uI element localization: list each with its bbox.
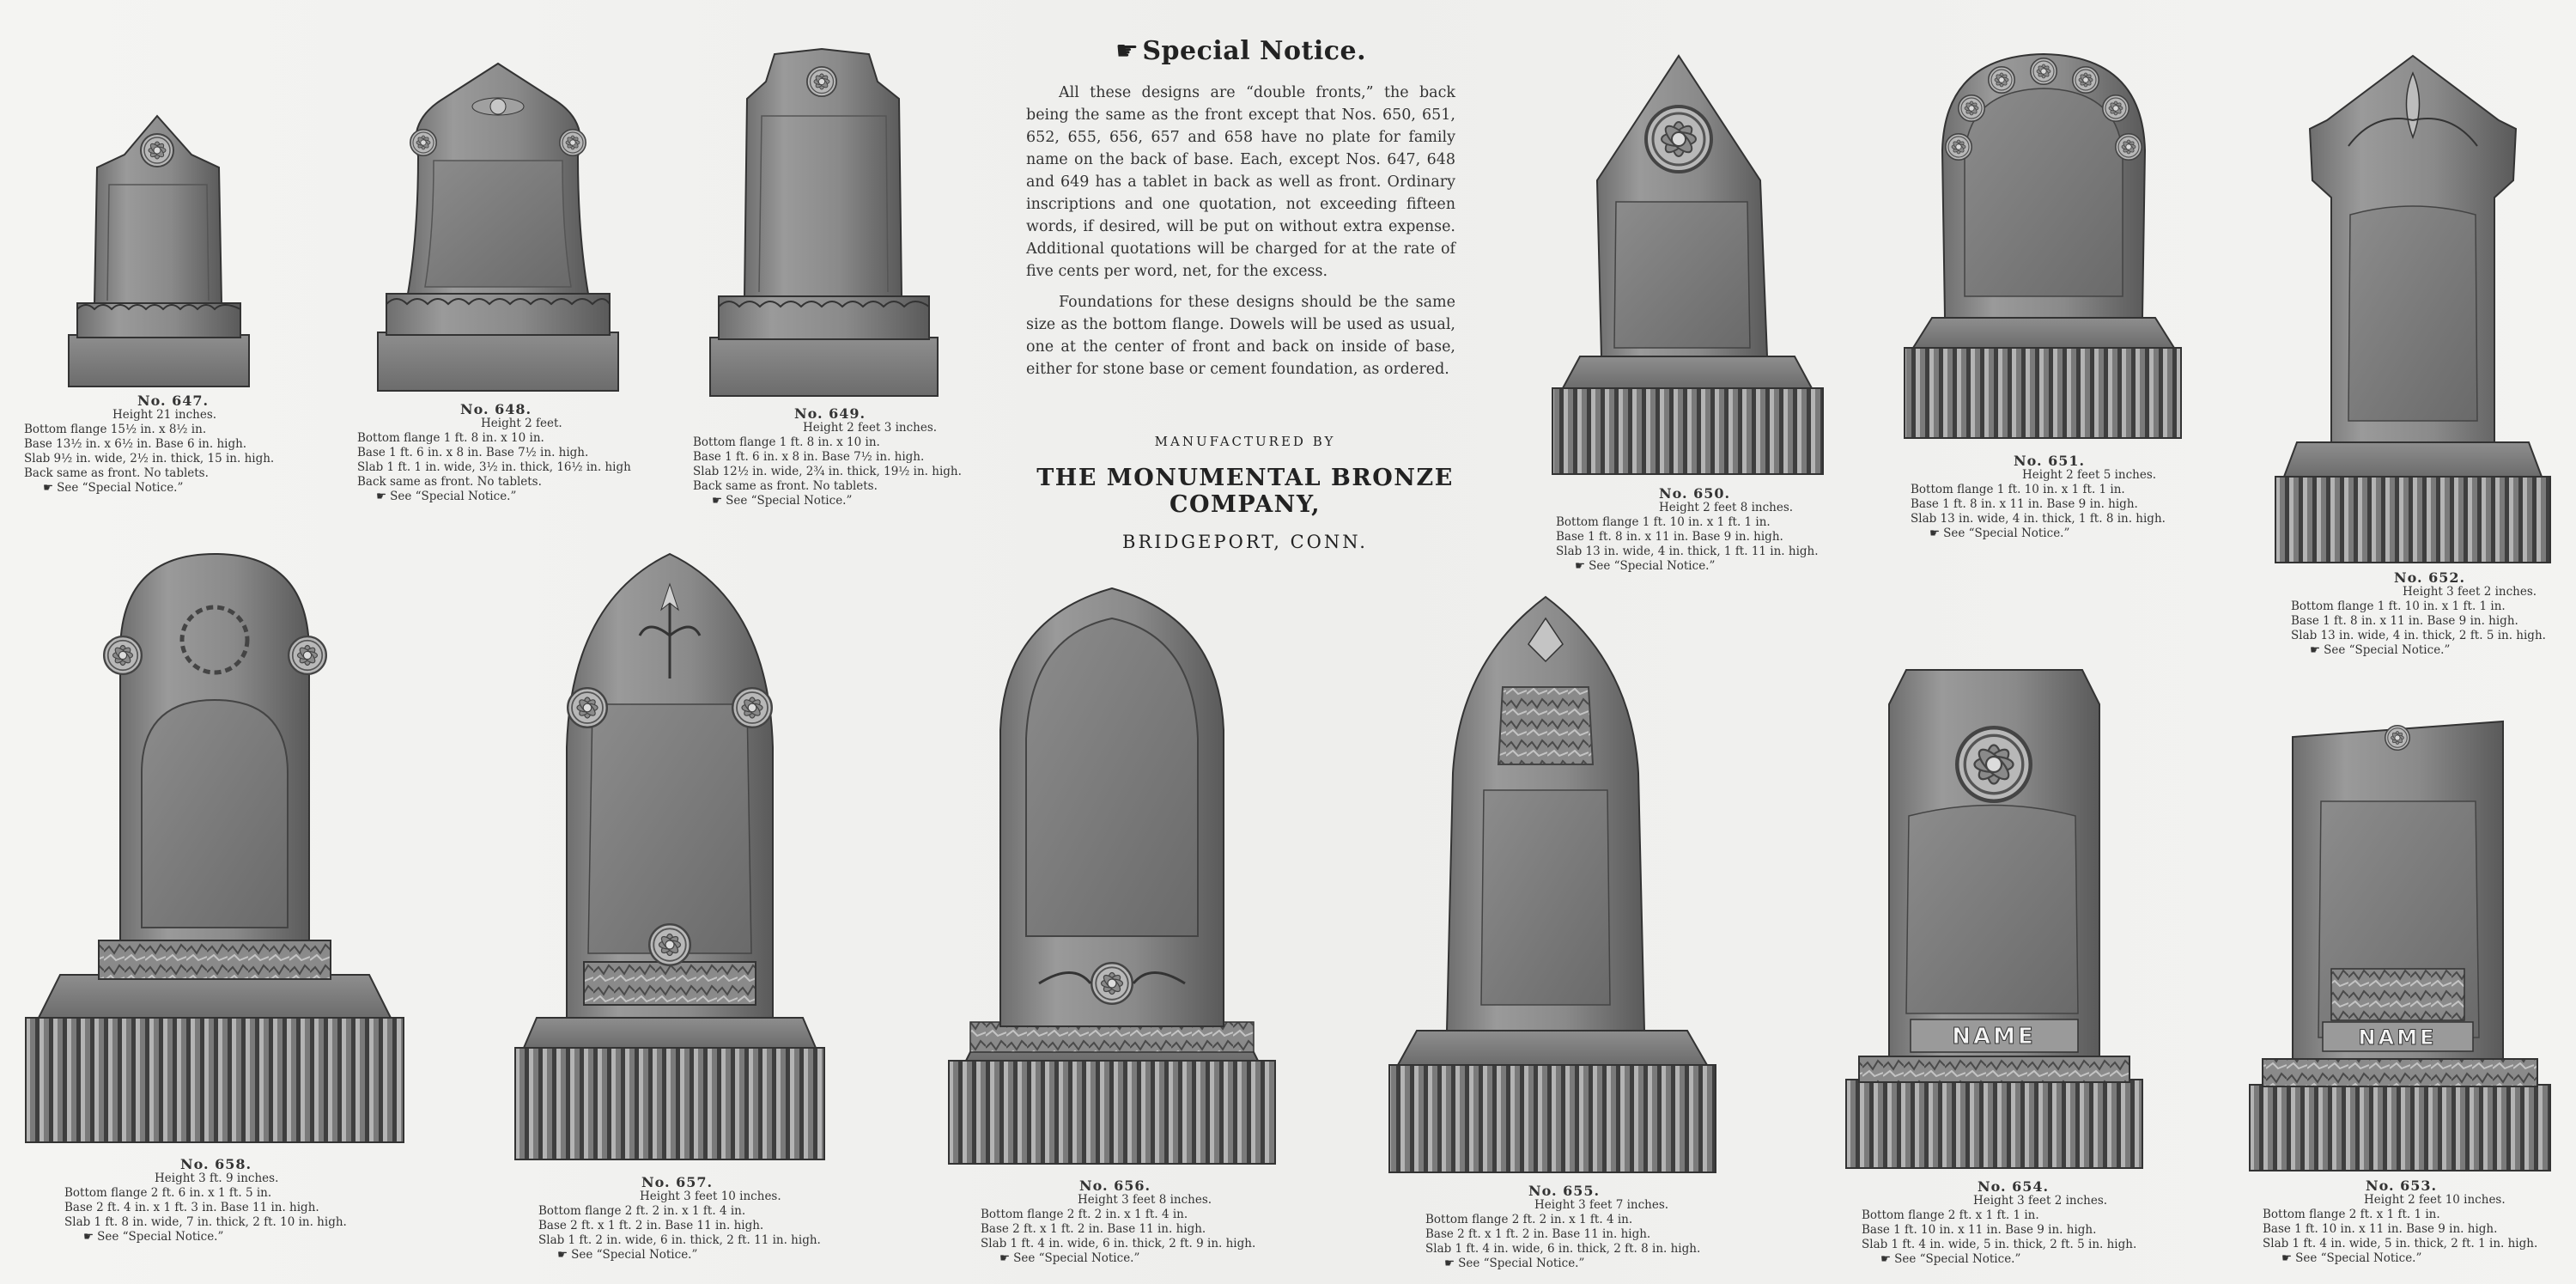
caption-649-height: Height 2 feet 3 inches. <box>803 421 938 435</box>
see-notice-text: See “Special Notice.” <box>2324 643 2451 657</box>
caption-649-line: Back same as front. No tablets. <box>693 479 878 493</box>
caption-648-height: Height 2 feet. <box>481 417 562 430</box>
caption-658-height: Height 3 ft. 9 inches. <box>155 1171 279 1185</box>
caption-649-number: No. 649. <box>794 405 866 422</box>
see-notice-text: See “Special Notice.” <box>726 494 853 508</box>
caption-655-line: Bottom flange 2 ft. 2 in. x 1 ft. 4 in. <box>1425 1213 1633 1226</box>
caption-657-line: Slab 1 ft. 2 in. wide, 6 in. thick, 2 ft. 11 in. high. <box>538 1233 821 1247</box>
caption-655 <box>1425 1184 1700 1271</box>
caption-653-line: Bottom flange 2 ft. x 1 ft. 1 in. <box>2263 1208 2440 1221</box>
caption-652-line: Bottom flange 1 ft. 10 in. x 1 ft. 1 in. <box>2291 599 2506 613</box>
caption-654-line: Bottom flange 2 ft. x 1 ft. 1 in. <box>1862 1208 2039 1222</box>
caption-650-number: No. 650. <box>1659 485 1731 502</box>
company-location: BRIDGEPORT, CONN. <box>1122 532 1368 552</box>
pointing-hand-icon: ☛ <box>376 490 387 503</box>
caption-648 <box>357 402 631 504</box>
caption-651-line: Slab 13 in. wide, 4 in. thick, 1 ft. 8 in. high. <box>1911 512 2166 526</box>
monument-649-illustration <box>706 47 942 399</box>
caption-658 <box>64 1157 347 1244</box>
caption-654-line: Slab 1 ft. 4 in. wide, 5 in. thick, 2 ft. 5 in. high. <box>1862 1238 2137 1251</box>
monument-650-illustration <box>1546 52 1829 481</box>
caption-648-line: Back same as front. No tablets. <box>357 475 542 489</box>
pointing-hand-icon: ☛ <box>2310 643 2321 657</box>
caption-654-height: Height 3 feet 2 inches. <box>1973 1194 2108 1208</box>
caption-657-number: No. 657. <box>641 1174 714 1190</box>
see-notice-text: See “Special Notice.” <box>1013 1251 1140 1265</box>
caption-654-number: No. 654. <box>1978 1178 2050 1195</box>
monument-656 <box>945 584 1279 1168</box>
caption-658-number: No. 658. <box>180 1156 252 1172</box>
pointing-hand-icon: ☛ <box>557 1248 568 1262</box>
caption-651-line: Base 1 ft. 8 in. x 11 in. Base 9 in. high. <box>1911 497 2138 511</box>
notice-title <box>1026 36 1455 66</box>
monument-648 <box>374 62 623 397</box>
monument-652 <box>2271 52 2555 567</box>
engraved-name-plate: NAME <box>1952 1024 2036 1050</box>
monument-657 <box>511 550 829 1164</box>
caption-650-line: Slab 13 in. wide, 4 in. thick, 1 ft. 11 in. high. <box>1556 545 1819 558</box>
monument-651 <box>1898 47 2190 442</box>
pointing-hand-icon: ☛ <box>999 1251 1011 1265</box>
see-notice-text: See “Special Notice.” <box>571 1248 698 1262</box>
monument-658 <box>21 550 408 1147</box>
caption-649-line: Base 1 ft. 6 in. x 8 in. Base 7½ in. high. <box>693 450 925 464</box>
caption-657-line: Bottom flange 2 ft. 2 in. x 1 ft. 4 in. <box>538 1204 746 1218</box>
caption-649 <box>693 406 962 508</box>
special-notice <box>1026 36 1455 389</box>
caption-650-line: Bottom flange 1 ft. 10 in. x 1 ft. 1 in. <box>1556 515 1771 529</box>
caption-651 <box>1911 453 2166 541</box>
caption-651-height: Height 2 feet 5 inches. <box>2022 468 2157 482</box>
caption-656 <box>981 1178 1255 1266</box>
pointing-hand-icon: ☛ <box>1115 36 1139 66</box>
monument-652-illustration <box>2271 52 2555 567</box>
caption-657 <box>538 1175 821 1263</box>
caption-658-line: Slab 1 ft. 8 in. wide, 7 in. thick, 2 ft. 10 in. high. <box>64 1215 347 1229</box>
caption-652-line: Base 1 ft. 8 in. x 11 in. Base 9 in. high. <box>2291 614 2518 628</box>
pointing-hand-icon: ☛ <box>83 1230 94 1244</box>
caption-654-line: Base 1 ft. 10 in. x 11 in. Base 9 in. high. <box>1862 1223 2097 1237</box>
manufactured-by-label: MANUFACTURED BY <box>1154 434 1336 449</box>
caption-658-line: Bottom flange 2 ft. 6 in. x 1 ft. 5 in. <box>64 1186 272 1200</box>
caption-655-number: No. 655. <box>1528 1183 1601 1199</box>
monument-656-illustration <box>945 584 1279 1168</box>
caption-656-line: Slab 1 ft. 4 in. wide, 6 in. thick, 2 ft. 9 in. high. <box>981 1237 1256 1251</box>
see-notice-text: See “Special Notice.” <box>57 481 184 495</box>
monument-653-illustration <box>2245 720 2555 1175</box>
caption-650 <box>1556 486 1819 574</box>
manufacturer-block <box>1026 434 1464 552</box>
notice-paragraph: Foundations for these designs should be the same size as the bottom flange. Dowels will be used as usual, one at the center of front and back on inside of base, either for stone base or cement foundation, as ordered. <box>1026 294 1455 378</box>
caption-649-line: Bottom flange 1 ft. 8 in. x 10 in. <box>693 435 880 449</box>
caption-653 <box>2263 1178 2537 1266</box>
pointing-hand-icon: ☛ <box>712 494 723 508</box>
caption-647-line: Back same as front. No tablets. <box>24 466 209 480</box>
caption-654 <box>1862 1179 2136 1267</box>
notice-paragraph: All these designs are “double fronts,” the back being the same as the front except that Nos. 650, 651, 652, 655, 656, 657 and 658 have no plate for family name on the back of base. Each, except Nos. 647, 648 and 649 has a tablet in back as well as front. Ordinary inscriptions and one quotation, not exceeding fifteen words, if desired, will be put on without extra expense. Additional quotations will be charged for at the rate of five cents per word, net, for the excess. <box>1026 84 1455 280</box>
monument-657-illustration <box>511 550 829 1164</box>
caption-651-number: No. 651. <box>2014 453 2086 469</box>
monument-647 <box>64 107 270 391</box>
monument-658-illustration <box>21 550 408 1147</box>
see-notice-text: See “Special Notice.” <box>1943 526 2070 540</box>
caption-656-line: Base 2 ft. x 1 ft. 2 in. Base 11 in. high. <box>981 1222 1206 1236</box>
monument-648-illustration <box>374 62 623 397</box>
monument-647-illustration <box>64 107 270 391</box>
caption-647-number: No. 647. <box>137 393 210 409</box>
caption-647-line: Bottom flange 15½ in. x 8½ in. <box>24 423 207 436</box>
see-notice-text: See “Special Notice.” <box>1894 1252 2021 1266</box>
monument-655 <box>1382 593 1722 1177</box>
caption-648-number: No. 648. <box>460 401 532 417</box>
notice-title-text: Special Notice. <box>1142 36 1367 66</box>
caption-658-line: Base 2 ft. 4 in. x 1 ft. 3 in. Base 11 in. high. <box>64 1201 319 1214</box>
caption-649-line: Slab 12½ in. wide, 2¾ in. thick, 19½ in. high. <box>693 465 962 478</box>
see-notice-text: See “Special Notice.” <box>390 490 517 503</box>
caption-657-height: Height 3 feet 10 inches. <box>640 1190 781 1203</box>
caption-655-line: Slab 1 ft. 4 in. wide, 6 in. thick, 2 ft. 8 in. high. <box>1425 1242 1701 1256</box>
pointing-hand-icon: ☛ <box>1929 526 1941 540</box>
company-name: THE MONUMENTAL BRONZE COMPANY, <box>1036 465 1454 518</box>
see-notice-text: See “Special Notice.” <box>1589 559 1716 573</box>
caption-655-line: Base 2 ft. x 1 ft. 2 in. Base 11 in. high. <box>1425 1227 1651 1241</box>
caption-647 <box>24 393 274 496</box>
caption-647-line: Base 13½ in. x 6½ in. Base 6 in. high. <box>24 437 247 451</box>
monument-655-illustration <box>1382 593 1722 1177</box>
caption-653-line: Slab 1 ft. 4 in. wide, 5 in. thick, 2 ft. 1 in. high. <box>2263 1237 2538 1251</box>
caption-656-height: Height 3 feet 8 inches. <box>1078 1193 1212 1207</box>
pointing-hand-icon: ☛ <box>1444 1257 1455 1270</box>
monument-654-illustration <box>1842 666 2147 1172</box>
caption-653-number: No. 653. <box>2366 1178 2438 1194</box>
caption-652-height: Height 3 feet 2 inches. <box>2403 585 2537 599</box>
pointing-hand-icon: ☛ <box>2281 1251 2293 1265</box>
caption-653-height: Height 2 feet 10 inches. <box>2364 1193 2506 1207</box>
monument-649 <box>706 47 942 399</box>
caption-647-height: Height 21 inches. <box>112 408 217 422</box>
caption-652-number: No. 652. <box>2394 569 2466 586</box>
engraved-name-plate: NAME <box>2358 1025 2437 1050</box>
caption-651-line: Bottom flange 1 ft. 10 in. x 1 ft. 1 in. <box>1911 483 2125 496</box>
caption-648-line: Bottom flange 1 ft. 8 in. x 10 in. <box>357 431 544 445</box>
pointing-hand-icon: ☛ <box>1575 559 1586 573</box>
monument-650 <box>1546 52 1829 481</box>
caption-648-line: Base 1 ft. 6 in. x 8 in. Base 7½ in. high. <box>357 446 589 459</box>
caption-657-line: Base 2 ft. x 1 ft. 2 in. Base 11 in. high. <box>538 1219 764 1232</box>
caption-647-line: Slab 9½ in. wide, 2½ in. thick, 15 in. high. <box>24 452 275 466</box>
caption-656-number: No. 656. <box>1079 1178 1151 1194</box>
caption-650-height: Height 2 feet 8 inches. <box>1659 501 1794 514</box>
caption-652-line: Slab 13 in. wide, 4 in. thick, 2 ft. 5 in. high. <box>2291 629 2546 642</box>
pointing-hand-icon: ☛ <box>43 481 54 495</box>
monument-653 <box>2245 720 2555 1175</box>
see-notice-text: See “Special Notice.” <box>97 1230 224 1244</box>
caption-650-line: Base 1 ft. 8 in. x 11 in. Base 9 in. high. <box>1556 530 1783 544</box>
caption-655-height: Height 3 feet 7 inches. <box>1534 1198 1669 1212</box>
see-notice-text: See “Special Notice.” <box>2295 1251 2422 1265</box>
caption-652 <box>2291 570 2546 658</box>
caption-653-line: Base 1 ft. 10 in. x 11 in. Base 9 in. high. <box>2263 1222 2498 1236</box>
caption-648-line: Slab 1 ft. 1 in. wide, 3½ in. thick, 16½ in. high <box>357 460 631 474</box>
caption-656-line: Bottom flange 2 ft. 2 in. x 1 ft. 4 in. <box>981 1208 1188 1221</box>
see-notice-text: See “Special Notice.” <box>1458 1257 1585 1270</box>
pointing-hand-icon: ☛ <box>1880 1252 1892 1266</box>
monument-654 <box>1842 666 2147 1172</box>
monument-651-illustration <box>1898 47 2190 442</box>
